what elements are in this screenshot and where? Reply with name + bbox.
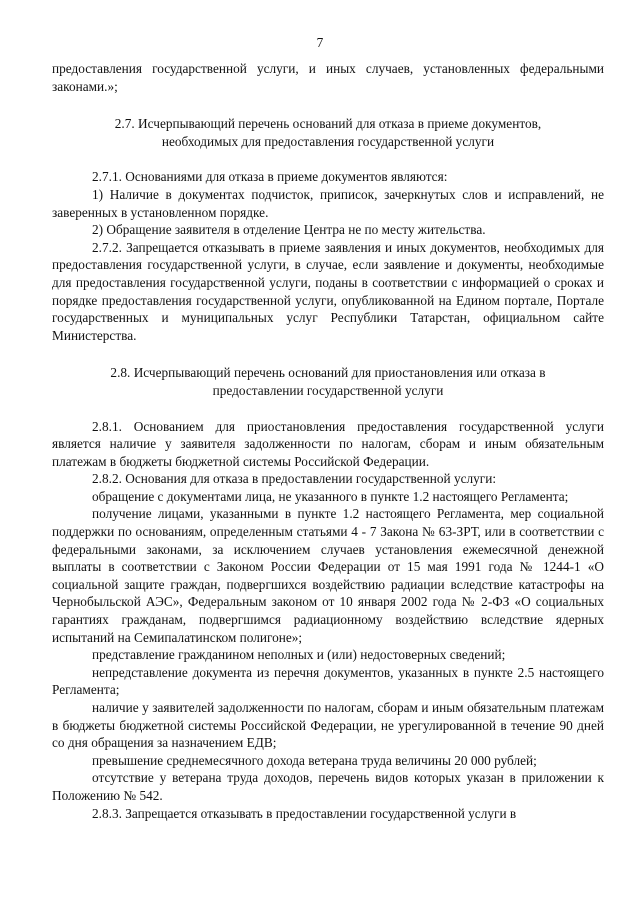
paragraph-2-8-2: 2.8.2. Основания для отказа в предоставлении государственной услуги: (92, 471, 497, 487)
paragraph-2-8-2-item-2: получение лицами, указанными в пункте 1.2 настоящего Регламента, мер социальной поддержки по основаниям, определенным статьями 4 - 7 Закона № 63-ЗРТ, или в соответствии с федеральными законами, за исключением случаев установления ежемесячной денежной выплаты в соответствии с Законом России Федерации от 15 мая 1991 года № 1244-1 «О социальной защите граждан, подвергшихся воздействию радиации вследствие катастрофы на Чернобыльской АЭС», Федеральным законом от 10 января 2002 года № 2-ФЗ «О социальных гарантиях гражданам, подвергшимся радиационному воздействию вследствие ядерных испытаний на Семипалатинском полигоне»; (52, 506, 604, 645)
paragraph-2-7-1-item-2: 2) Обращение заявителя в отделение Центра не по месту жительства. (92, 222, 486, 238)
paragraph-continuation: предоставления государственной услуги, и иных случаев, установленных федеральными законами.»; (52, 61, 604, 94)
paragraph-2-7-1: 2.7.1. Основаниями для отказа в приеме документов являются: (92, 169, 448, 185)
paragraph-2-8-2-item-6: превышение среднемесячного дохода ветерана труда величины 20 000 рублей; (92, 752, 537, 768)
paragraph-2-8-2-item-3: представление гражданином неполных и (или) недостоверных сведений; (92, 647, 506, 663)
paragraph-2-8-1: 2.8.1. Основанием для приостановления предоставления государственной услуги является наличие у заявителя задолженности по налогам, сборам и иным обязательным платежам в бюджеты бюджетной системы Российской Федерации. (52, 418, 604, 469)
page-number: 7 (316, 35, 324, 50)
paragraph-2-8-3: 2.8.3. Запрещается отказывать в предоставлении государственной услуги в (92, 805, 517, 821)
section-heading-2-8: 2.8. Исчерпывающий перечень оснований для приостановления или отказа в предоставлении государственной услуги (110, 365, 546, 398)
document-body (52, 60, 604, 822)
paragraph-2-8-2-item-5: наличие у заявителей задолженности по налогам, сборам и иным обязательным платежам в бюджеты бюджетной системы Российской Федерации, не урегулированной в течение 90 дней со дня обращения за назначением ЕДВ; (52, 700, 604, 751)
paragraph-2-7-2: 2.7.2. Запрещается отказывать в приеме заявления и иных документов, необходимых для предоставления государственной услуги, в случае, если заявление и документы, необходимые для предоставления государственной услуги, поданы в соответствии с информацией о сроках и порядке предоставления государственной услуги, опубликованной на Едином портале, Портале государственных и муниципальных услуг Республики Татарстан, официальном сайте Министерства. (52, 239, 604, 343)
paragraph-2-7-1-item-1: 1) Наличие в документах подчисток, приписок, зачеркнутых слов и исправлений, не заверенных в установленном порядке. (52, 186, 604, 220)
paragraph-2-8-2-item-7: отсутствие у ветерана труда доходов, перечень видов которых указан в приложении к Положению № 542. (52, 770, 604, 803)
paragraph-2-8-2-item-4: непредставление документа из перечня документов, указанных в пункте 2.5 настоящего Регламента; (52, 664, 604, 698)
paragraph-2-8-2-item-1: обращение с документами лица, не указанного в пункте 1.2 настоящего Регламента; (92, 488, 569, 504)
section-heading-2-7: 2.7. Исчерпывающий перечень оснований для отказа в приеме документов, необходимых для предоставления государственной услуги (114, 116, 542, 149)
